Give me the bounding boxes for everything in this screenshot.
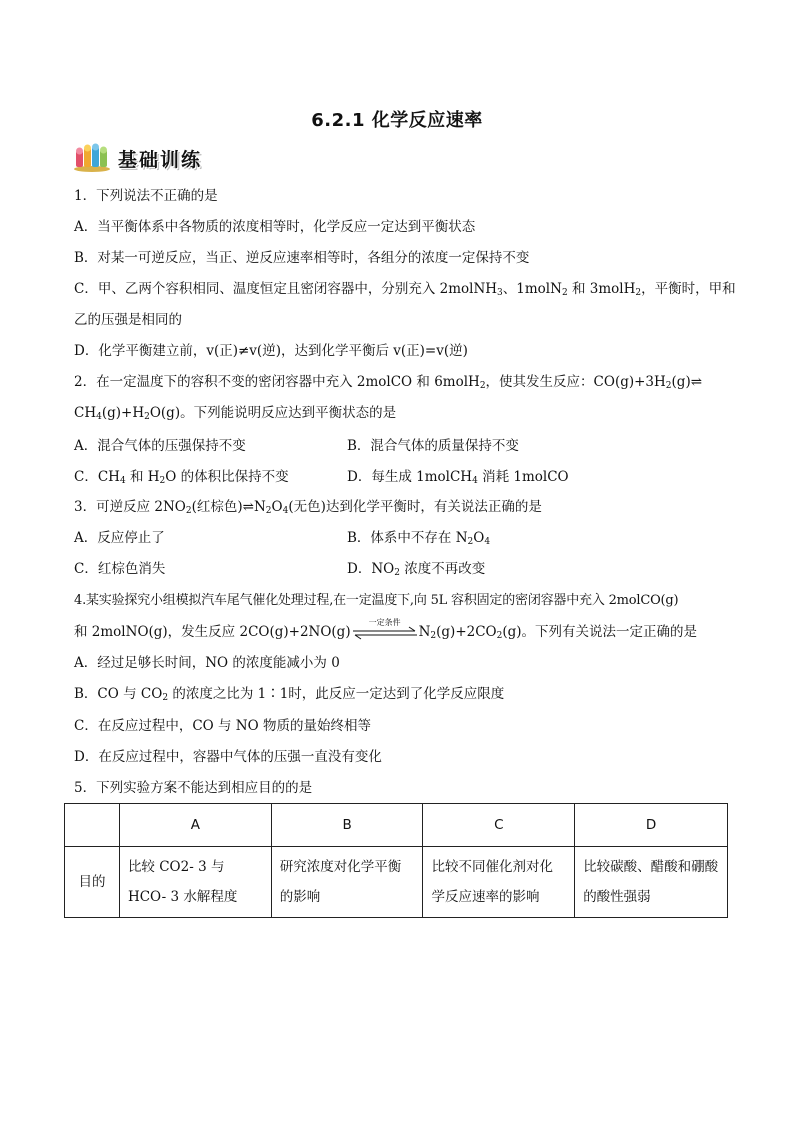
q4-option-b: B．CO 与 $CO_2$ 的浓度之比为 1∶1时，此反应一定达到了化学反应限度: [74, 686, 505, 703]
q1-option-d: D．化学平衡建立前，v(正)≠v(逆)，达到化学平衡后 v(正)=v(逆): [74, 343, 468, 359]
q2-option-c: C．$CH_4$ 和 $H_2O$ 的体积比保持不变: [74, 469, 289, 486]
q4-option-a: A．经过足够长时间，NO 的浓度能减小为 0: [74, 655, 340, 671]
q2-stem-cont: $CH_4(g)+H_2O(g)$。下列能说明反应达到平衡状态的是: [74, 405, 397, 422]
q4-option-c: C．在反应过程中，CO 与 NO 物质的量始终相等: [74, 718, 371, 734]
colorful-pencils-icon: [72, 143, 112, 173]
table-header-cell: D: [575, 804, 728, 847]
q4-stem: 4.某实验探究小组模拟汽车尾气催化处理过程,在一定温度下,向 5L 容积固定的密闭容器中充入 2molCO(g): [74, 593, 679, 608]
section-label: 基础训练: [118, 148, 203, 171]
table-header-row: [65, 804, 728, 847]
q2-option-b: B．混合气体的质量保持不变: [347, 438, 519, 454]
table-cell: 比较不同催化剂对化学反应速率的影响: [423, 847, 575, 918]
q3-option-a: A．反应停止了: [74, 530, 165, 546]
q1-stem: 1．下列说法不正确的是: [74, 188, 218, 204]
equilibrium-arrow-icon: [351, 626, 419, 640]
q4-stem-cont: 和 2molNO(g)，发生反应 2CO(g)+2NO(g) 一定条件 $N_2(g)+2CO_2(g)$。下列有关说法一定正确的是: [74, 617, 698, 641]
section-header: [72, 142, 202, 174]
reaction-arrow: [351, 617, 419, 640]
table-cell: 比较 CO2- 3 与 HCO- 3 水解程度: [119, 847, 271, 918]
table-header-cell: [65, 804, 120, 847]
page-title: 6.2.1 化学反应速率: [311, 110, 483, 131]
table-cell: 比较碳酸、醋酸和硼酸的酸性强弱: [575, 847, 728, 918]
q5-table: [64, 803, 728, 918]
table-header-cell: A: [119, 804, 271, 847]
q1-option-c-cont: 乙的压强是相同的: [74, 312, 182, 328]
q2-option-d: D．每生成 1molCH$_4$ 消耗 1molCO: [347, 469, 569, 486]
table-row: [65, 847, 728, 918]
q2-option-a: A．混合气体的压强保持不变: [74, 438, 246, 454]
q3-option-b: B．体系中不存在 $N_2O_4$: [347, 530, 491, 547]
table-row-label: 目的: [65, 847, 120, 918]
q3-option-d: D．$NO_2$ 浓度不再改变: [347, 561, 486, 578]
q4-option-d: D．在反应过程中，容器中气体的压强一直没有变化: [74, 749, 382, 765]
q3-stem: 3．可逆反应 $2NO_2$(红棕色)$\rightleftharpoons N_2O_4$(无色)达到化学平衡时，有关说法正确的是: [74, 499, 542, 516]
q1-option-c: C．甲、乙两个容积相同、温度恒定且密闭容器中，分别充入 2molNH$_3$、1molN$_2$ 和 3molH$_2$，平衡时，甲和: [74, 281, 736, 298]
table-header-cell: C: [423, 804, 575, 847]
q1-option-b: B．对某一可逆反应，当正、逆反应速率相等时，各组分的浓度一定保持不变: [74, 250, 530, 266]
q2-stem: 2．在一定温度下的容积不变的密闭容器中充入 2molCO 和 6molH$_2$，使其发生反应：$CO(g)+3H_2(g)\rightleftharpoons$: [74, 374, 703, 391]
q5-stem: 5．下列实验方案不能达到相应目的的是: [74, 780, 313, 796]
table-header-cell: B: [271, 804, 423, 847]
q3-option-c: C．红棕色消失: [74, 561, 166, 577]
arrow-condition: 一定条件: [368, 617, 401, 627]
table-cell: 研究浓度对化学平衡的影响: [271, 847, 423, 918]
q1-option-a: A．当平衡体系中各物质的浓度相等时，化学反应一定达到平衡状态: [74, 219, 476, 235]
